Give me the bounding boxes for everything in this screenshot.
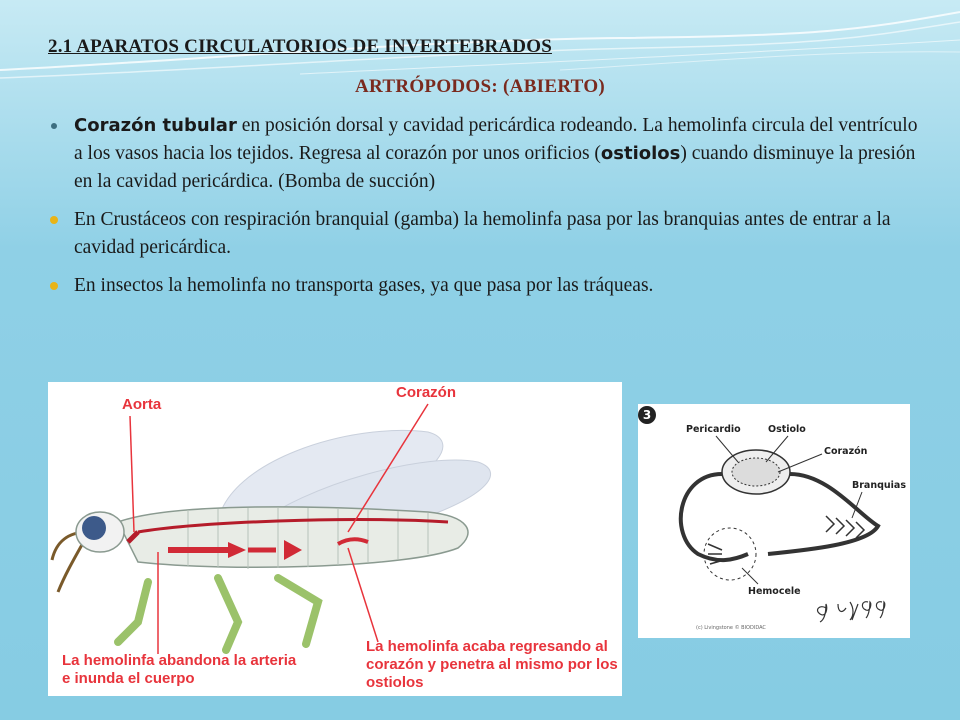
label-branquias: Branquias bbox=[852, 480, 906, 491]
crustacean-circulation-figure bbox=[638, 404, 910, 638]
figure-credit: (c) Livingstone © BIODIDAC bbox=[696, 625, 766, 631]
bullet-bold-term: Corazón tubular bbox=[74, 115, 237, 136]
bullet-text: ) cuando disminuye la presión en la cavidad pericárdica. (Bomba de succión) bbox=[74, 143, 916, 192]
label-corazon-crustaceo: Corazón bbox=[824, 446, 868, 457]
label-hemocele: Hemocele bbox=[748, 586, 801, 597]
bullet-item bbox=[48, 272, 918, 300]
label-ostiolo: Ostiolo bbox=[768, 424, 806, 435]
bullet-text: en posición dorsal y cavidad pericárdica rodeando. La hemolinfa circula del ventrículo a los vasos hacia los tejidos. Regresa al corazón por unos orificios ( bbox=[74, 115, 918, 164]
label-hemolinfa-regresa: La hemolinfa acaba regresando al corazón y penetra al mismo por los ostiolos bbox=[366, 638, 618, 691]
bullet-item bbox=[48, 112, 918, 196]
bullet-dot-icon bbox=[50, 282, 58, 290]
bullet-list bbox=[48, 112, 918, 310]
crustacean-diagram bbox=[638, 404, 910, 638]
page-subtitle: ARTRÓPODOS: (ABIERTO) bbox=[354, 76, 606, 97]
bullet-item bbox=[48, 206, 918, 262]
label-aorta: Aorta bbox=[122, 396, 162, 413]
bullet-bold-term: ostiolos bbox=[600, 143, 681, 164]
insect-circulation-figure bbox=[48, 382, 622, 696]
page-title: 2.1 APARATOS CIRCULATORIOS DE INVERTEBRADOS bbox=[48, 36, 552, 57]
figure-number-badge: 3 bbox=[638, 406, 656, 424]
label-corazon: Corazón bbox=[396, 384, 456, 401]
bullet-text: En insectos la hemolinfa no transporta gases, ya que pasa por las tráqueas. bbox=[74, 275, 654, 296]
label-pericardio: Pericardio bbox=[686, 424, 741, 435]
bullet-text: En Crustáceos con respiración branquial (gamba) la hemolinfa pasa por las branquias antes de entrar a la cavidad pericárdica. bbox=[74, 209, 891, 258]
decorative-waves bbox=[0, 0, 960, 130]
bullet-dot-icon bbox=[51, 123, 57, 129]
label-hemolinfa-abandona: La hemolinfa abandona la arteria e inunda el cuerpo bbox=[62, 652, 297, 687]
bullet-dot-icon bbox=[50, 216, 58, 224]
